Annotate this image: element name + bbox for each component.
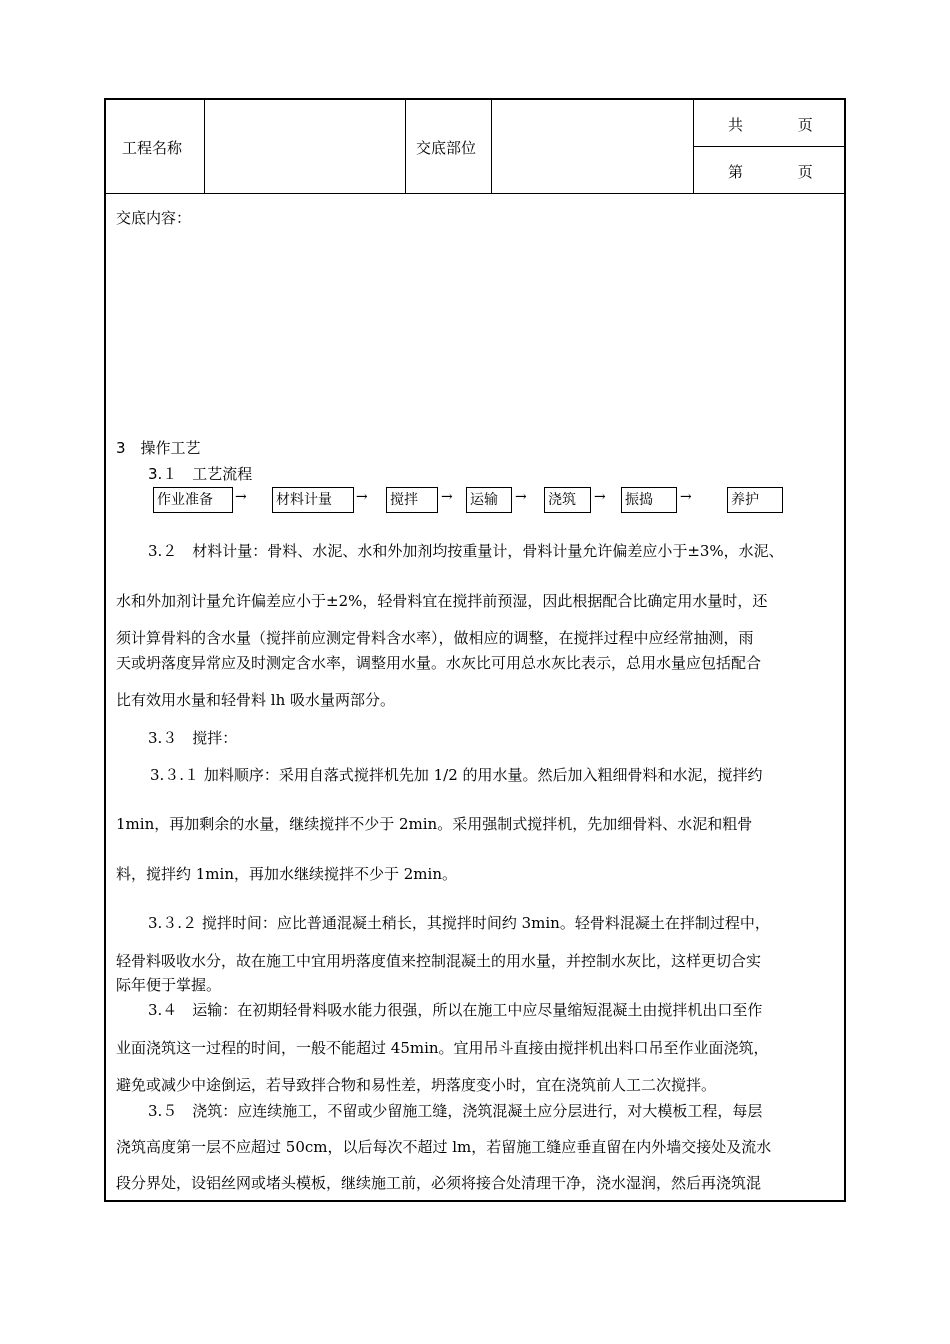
flow-step: 浇筑 <box>544 487 591 513</box>
content-label: 交底内容： <box>116 209 192 227</box>
flow-step: 养护 <box>727 487 783 513</box>
page-number-label: 第 页 <box>728 163 813 181</box>
body-text: 天或坍落度异常应及时测定含水率，调整用水量。水灰比可用总水灰比表示，总用水量应包括配合 <box>116 654 762 672</box>
section-title: 3 操作工艺 <box>116 439 201 457</box>
body-text: 轻骨料吸收水分，故在施工中宜用坍落度值来控制混凝土的用水量，并控制水灰比，这样更切合实 <box>116 952 762 970</box>
arrow-right-icon: → <box>356 489 368 505</box>
body-text: 3.３.１ 加料顺序：采用自落式搅拌机先加 1/2 的用水量。然后加入粗细骨料和水泥，搅拌约 <box>150 766 763 784</box>
flow-step: 材料计量 <box>272 487 354 513</box>
flow-step: 振捣 <box>621 487 677 513</box>
divider <box>694 146 844 147</box>
body-text: 浇筑高度第一层不应超过 50cm，以后每次不超过 lm，若留施工缝应垂直留在内外墙交接处及流水 <box>116 1138 772 1156</box>
divider <box>491 100 492 193</box>
subsection-title: 3.３ 搅拌： <box>148 729 238 747</box>
body-text: 3.４ 运输：在初期轻骨料吸水能力很强，所以在施工中应尽量缩短混凝土由搅拌机出口至作 <box>148 1001 763 1019</box>
part-label: 交底部位 <box>416 139 477 157</box>
flow-step: 作业准备 <box>153 487 233 513</box>
body-text: 3.３.２ 搅拌时间：应比普通混凝土稍长，其搅拌时间约 3min。轻骨料混凝土在拌制过程中， <box>148 914 770 932</box>
body-text: 3.２ 材料计量：骨料、水泥、水和外加剂均按重量计，骨料计量允许偏差应小于±3%，水泥、 <box>148 542 784 560</box>
project-name-label: 工程名称 <box>122 139 183 157</box>
body-text: 段分界处，设铝丝网或堵头模板，继续施工前，必须将接合处清理干净，浇水湿润，然后再浇筑混 <box>116 1174 762 1192</box>
body-text: 业面浇筑这一过程的时间，一般不能超过 45min。宜用吊斗直接由搅拌机出料口吊至作业面浇筑， <box>116 1039 769 1057</box>
body-text: 避免或减少中途倒运，若导致拌合物和易性差，坍落度变小时，宜在浇筑前人工二次搅拌。 <box>116 1076 717 1094</box>
body-text: 须计算骨料的含水量（搅拌前应测定骨料含水率），做相应的调整，在搅拌过程中应经常抽测，雨 <box>116 629 754 647</box>
arrow-right-icon: → <box>441 489 453 505</box>
arrow-right-icon: → <box>515 489 527 505</box>
body-text: 际年便于掌握。 <box>116 976 222 994</box>
arrow-right-icon: → <box>235 489 247 505</box>
body-text: 料，搅拌约 1min，再加水继续搅拌不少于 2min。 <box>116 865 457 883</box>
subsection-title: 3.１ 工艺流程 <box>148 465 253 483</box>
arrow-right-icon: → <box>680 489 692 505</box>
divider <box>204 100 205 193</box>
flow-step: 运输 <box>466 487 512 513</box>
body-text: 3.５ 浇筑：应连续施工，不留或少留施工缝，浇筑混凝土应分层进行，对大模板工程，每层 <box>148 1102 763 1120</box>
divider <box>405 100 406 193</box>
body-text: 比有效用水量和轻骨料 lh 吸水量两部分。 <box>116 691 395 709</box>
arrow-right-icon: → <box>594 489 606 505</box>
body-text: 水和外加剂计量允许偏差应小于±2%，轻骨料宜在搅拌前预湿，因此根据配合比确定用水量时，还 <box>116 592 768 610</box>
body-text: 1min，再加剩余的水量，继续搅拌不少于 2min。采用强制式搅拌机，先加细骨料、水泥和粗骨 <box>116 815 753 833</box>
flow-step: 搅拌 <box>386 487 438 513</box>
total-pages-label: 共 页 <box>728 116 813 134</box>
form-header <box>106 100 844 194</box>
